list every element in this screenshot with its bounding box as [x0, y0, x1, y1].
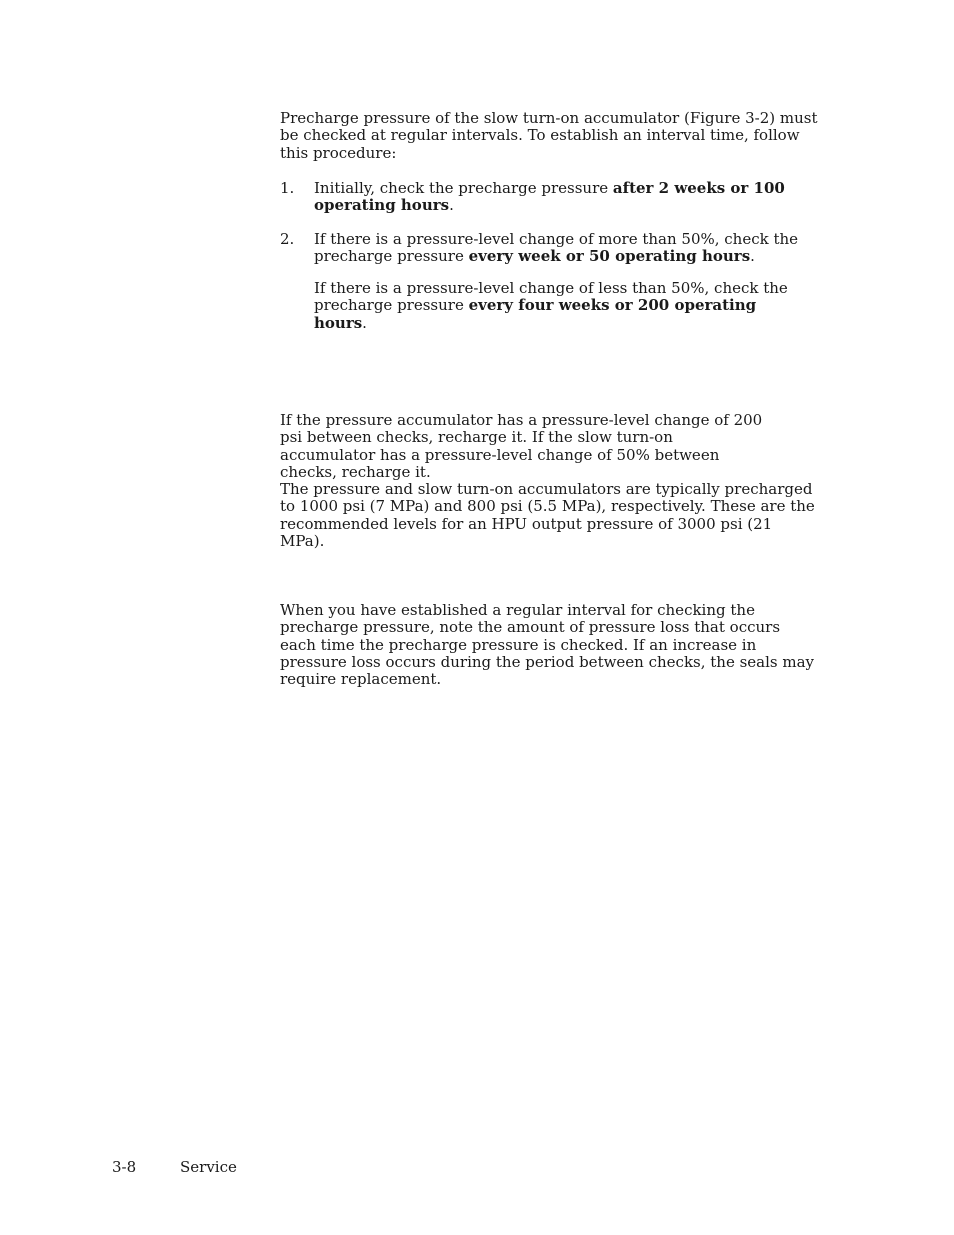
step-text-end: . — [449, 196, 454, 215]
sub-text: If there is a pressure-level change of less than 50%, check the precharge pressure — [314, 279, 788, 315]
recharge-paragraph-2: The pressure and slow turn-on accumulators are typically precharged to 1000 psi (7 MPa) and 800 psi (5.5 MPa), respectively. These are the recommended levels for an HPU output pressure of 3000 psi (21 MPa). — [280, 480, 815, 550]
footer-page-number: 3-8 — [112, 1158, 137, 1176]
step-text-end: . — [750, 247, 755, 266]
step-text: If there is a pressure-level change of more than 50%, check the precharge pressure — [314, 230, 799, 266]
step-emphasis: after 2 weeks or 100 operating hours — [314, 179, 785, 215]
step-text: Initially, check the precharge pressure — [314, 179, 613, 197]
list-item-body — [314, 231, 814, 266]
footer-section: Service — [180, 1158, 237, 1176]
list-number: 2. — [280, 230, 295, 248]
step-2-sub-paragraph — [314, 280, 814, 332]
recharge-paragraph-1: If the pressure accumulator has a pressure-level change of 200 psi between checks, recharge it. If the slow turn-on accumulator has a pressure-level change of 50% between checks, recharge it. — [280, 411, 763, 481]
list-number: 1. — [280, 179, 295, 197]
sub-emphasis: every four weeks or 200 operating hours — [314, 296, 757, 332]
seals-paragraph: When you have established a regular interval for checking the precharge pressure, note the amount of pressure loss that occurs each time the precharge pressure is checked. If an increase in pressure loss occurs during the period between checks, the seals may require replacement. — [280, 601, 815, 689]
sub-text-end: . — [362, 313, 367, 332]
step-emphasis: every week or 50 operating hours — [468, 247, 751, 266]
list-item-body — [314, 180, 814, 215]
intro-paragraph: Precharge pressure of the slow turn-on accumulator (Figure 3-2) must be checked at regular intervals. To establish an interval time, follow this procedure: — [280, 109, 818, 162]
